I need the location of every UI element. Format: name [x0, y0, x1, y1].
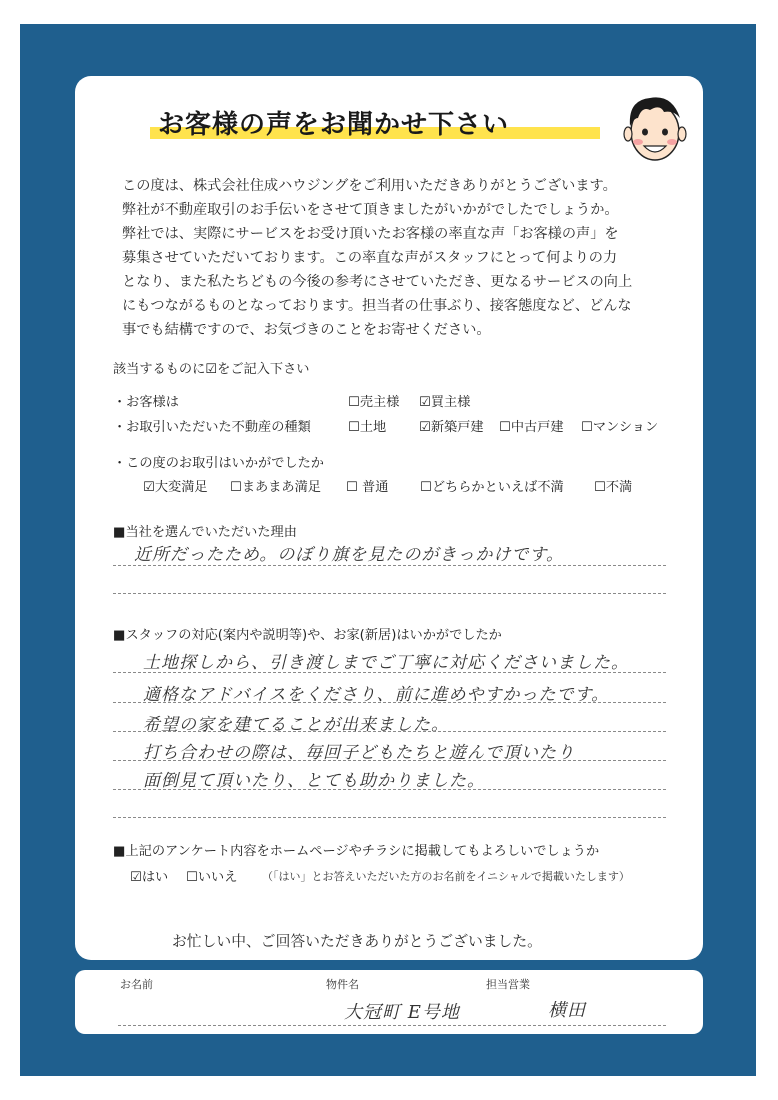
staff-heading: ■スタッフの対応(案内や説明等)や、お家(新居)はいかがでしたか	[113, 628, 502, 643]
option-fairly-satisfied-checkbox[interactable]: ☐まあまあ満足	[230, 480, 321, 495]
intro-line: 弊社が不動産取引のお手伝いをさせて頂きましたがいかがでしたでしょうか。	[122, 202, 619, 218]
answer-line	[113, 702, 666, 703]
answer-line	[113, 593, 666, 594]
answer-line	[113, 817, 666, 818]
property-label: 物件名	[326, 978, 359, 991]
intro-line: にもつながるものとなっております。担当者の仕事ぶり、接客態度など、どんな	[122, 298, 632, 314]
publish-no-checkbox[interactable]: ☐いいえ	[186, 870, 238, 885]
staff-label: 担当営業	[486, 978, 530, 991]
intro-line: 募集させていただいております。この率直な声がスタッフにとって何よりの力	[122, 250, 618, 266]
thanks-text: お忙しい中、ご回答いただきありがとうございました。	[172, 933, 542, 950]
option-dissatisfied-checkbox[interactable]: ☐不満	[594, 480, 633, 495]
answer-line	[113, 760, 666, 761]
option-new-house-checkbox[interactable]: ☑新築戸建	[419, 420, 484, 435]
mascot-face-icon	[620, 88, 690, 168]
option-buyer-checkbox[interactable]: ☑買主様	[419, 395, 471, 410]
intro-line: この度は、株式会社住成ハウジングをご利用いただきありがとうございます。	[122, 178, 617, 194]
name-label: お名前	[120, 978, 153, 991]
intro-line: 弊社では、実際にサービスをお受け頂いたお客様の率直な声「お客様の声」を	[122, 226, 619, 242]
question-satisfaction: ・この度のお取引はいかがでしたか	[113, 456, 324, 471]
publish-heading: ■上記のアンケート内容をホームページやチラシに掲載してもよろしいでしょうか	[113, 844, 600, 859]
staff-answer-line: 土地探しから、引き渡しまでご丁寧に対応くださいました。	[143, 653, 629, 673]
option-mansion-checkbox[interactable]: ☐マンション	[581, 420, 659, 435]
question-customer: ・お客様は	[113, 395, 179, 410]
question-property-type: ・お取引いただいた不動産の種類	[113, 420, 311, 435]
option-land-checkbox[interactable]: ☐土地	[348, 420, 387, 435]
answer-line	[113, 565, 666, 566]
intro-line: 事でも結構ですので、お気づきのことをお寄せください。	[122, 322, 491, 338]
staff-answer-line: 希望の家を建てることが出来ました。	[143, 715, 449, 735]
publish-note: （「はい」とお答えいただいた方のお名前をイニシャルで掲載いたします）	[262, 870, 630, 883]
option-very-satisfied-checkbox[interactable]: ☑大変満足	[143, 480, 208, 495]
footer-line	[118, 1025, 666, 1026]
staff-answer-line: 面倒見て頂いたり、とても助かりました。	[143, 771, 485, 791]
property-value: 大冠町 E号地	[344, 1002, 460, 1023]
page-title: お客様の声をお聞かせ下さい	[158, 110, 510, 140]
reason-answer: 近所だったため。のぼり旗を見たのがきっかけです。	[134, 545, 564, 565]
option-neutral-checkbox[interactable]: ☐ 普通	[346, 480, 389, 495]
option-somewhat-dissatisfied-checkbox[interactable]: ☐どちらかといえば不満	[420, 480, 564, 495]
staff-value: 横田	[548, 1000, 586, 1021]
staff-answer-line: 打ち合わせの際は、毎回子どもたちと遊んで頂いたり	[143, 743, 575, 763]
instruction-text: 該当するものに☑をご記入下さい	[113, 362, 310, 377]
answer-line	[113, 731, 666, 732]
option-seller-checkbox[interactable]: ☐売主様	[348, 395, 400, 410]
staff-answer-line: 適格なアドバイスをくださり、前に進めやすかったです。	[143, 685, 610, 705]
intro-line: となり、また私たちどもの今後の参考にさせていただき、更なるサービスの向上	[122, 274, 633, 290]
answer-line	[113, 789, 666, 790]
answer-line	[113, 672, 666, 673]
publish-yes-checkbox[interactable]: ☑はい	[130, 870, 169, 885]
reason-heading: ■当社を選んでいただいた理由	[113, 525, 297, 540]
option-used-house-checkbox[interactable]: ☐中古戸建	[499, 420, 564, 435]
